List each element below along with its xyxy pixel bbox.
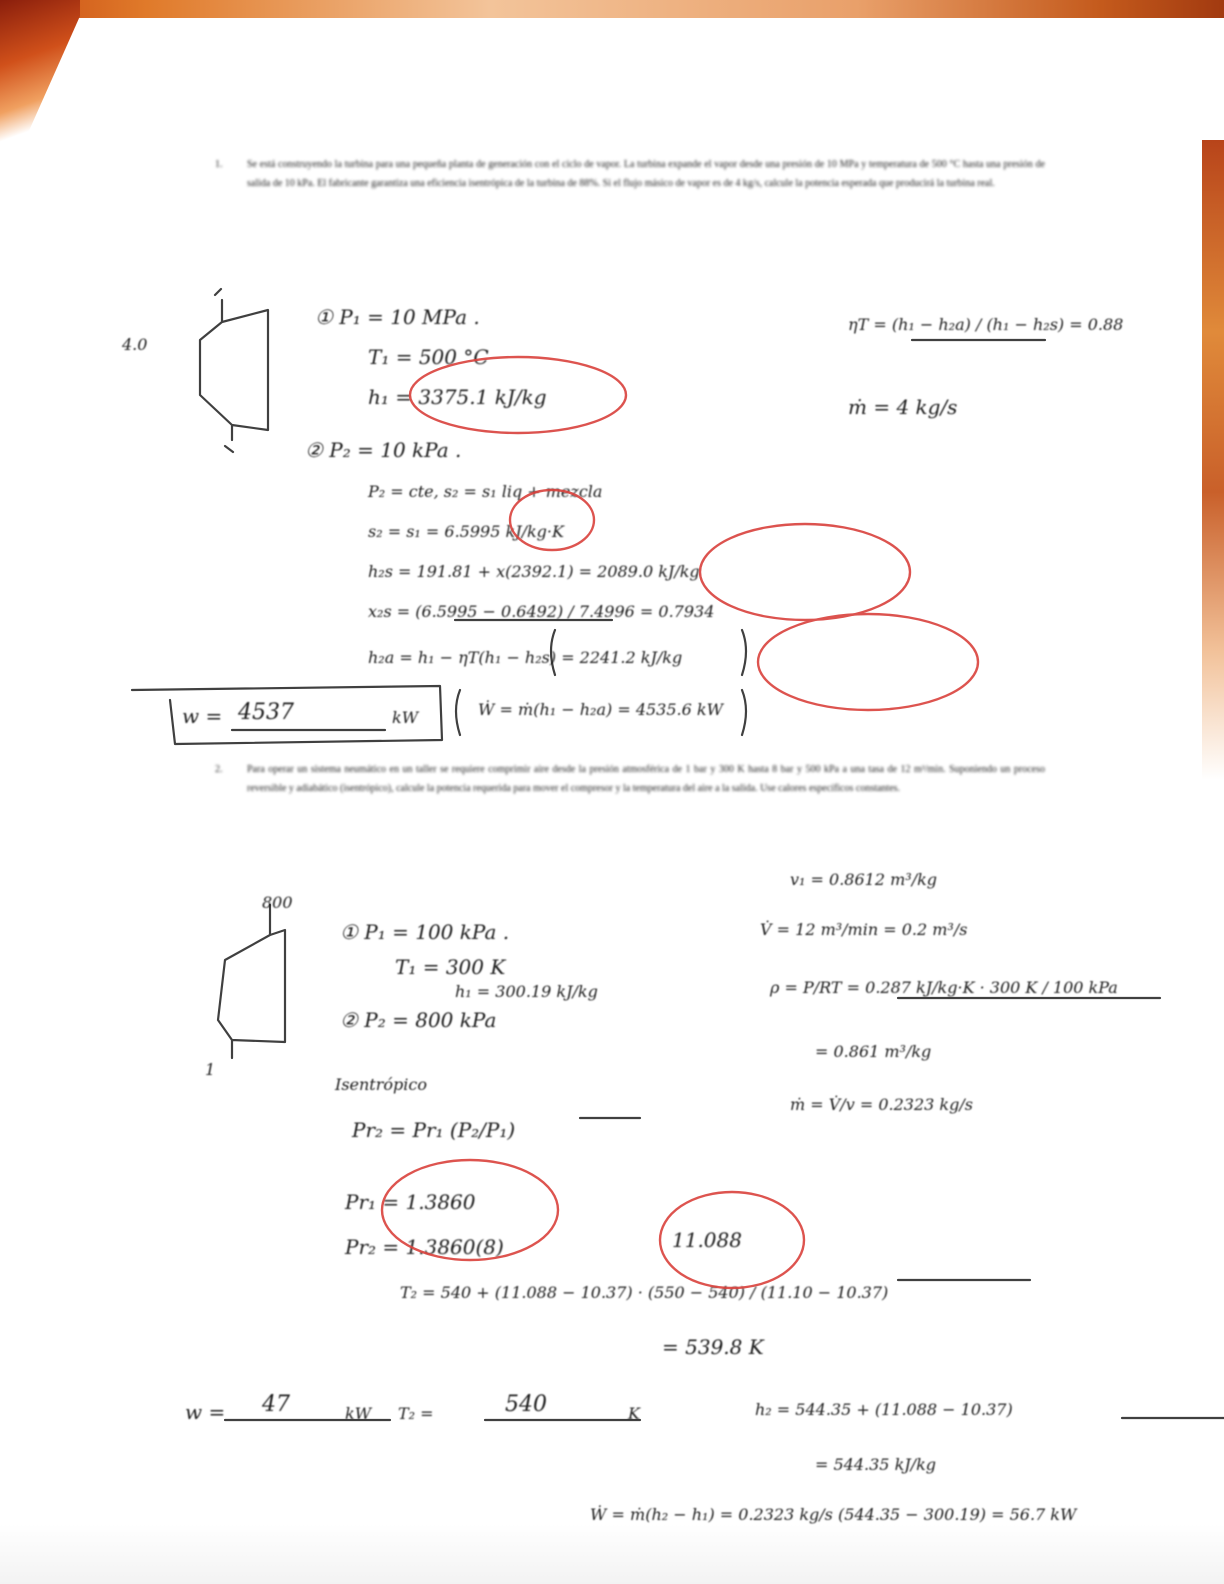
- work2-v1: v₁ = 0.8612 m³/kg: [790, 870, 938, 889]
- work2-h2-result: = 544.35 kJ/kg: [815, 1455, 936, 1474]
- circle-pr2-value: [660, 1192, 804, 1288]
- work2-answer-w-label: w =: [185, 1400, 226, 1424]
- work2-state1: ① P₁ = 100 kPa .: [340, 920, 510, 944]
- work1-h1: h₁ = 3375.1 kJ/kg: [368, 385, 547, 409]
- work2-pr2: Pr₂ = 1.3860(8): [345, 1235, 504, 1259]
- work1-x2s: x₂s = (6.5995 − 0.6492) / 7.4996 = 0.7934: [368, 602, 715, 621]
- circle-s2: [510, 490, 594, 550]
- work2-answer-t-value: 540: [505, 1392, 547, 1417]
- problem-2-number: 2.: [215, 764, 223, 775]
- work1-h2s: h₂s = 191.81 + x(2392.1) = 2089.0 kJ/kg: [368, 562, 700, 581]
- work2-rho-value: = 0.861 m³/kg: [815, 1042, 932, 1061]
- work1-power: Ẇ = ṁ(h₁ − h₂a) = 4535.6 kW: [478, 700, 724, 719]
- problem-2-text: Para operar un sistema neumático en un taller se requiere comprimir aire desde la presión atmosférica de 1 bar y 300 K hasta 8 bar y 500 kPa a una tasa de 12 m³/min. Suponiendo un proceso reversible y adiabático (isentrópico), calcule la potencia requerida para mover el compresor y la temperatura del aire a la salida. Use calores específicos constantes.: [247, 764, 1045, 794]
- work2-label-top: 800: [262, 893, 293, 912]
- circle-h2s: [700, 524, 910, 620]
- work1-state2: ② P₂ = 10 kPa .: [305, 438, 462, 462]
- work2-work: Ẇ = ṁ(h₂ − h₁) = 0.2323 kg/s (544.35 − 300.19) = 56.7 kW: [590, 1505, 1077, 1524]
- work2-pr-formula: Pr₂ = Pr₁ (P₂/P₁): [352, 1118, 516, 1142]
- work1-t1: T₁ = 500 °C: [368, 345, 489, 369]
- work2-answer-t-unit: K: [628, 1404, 640, 1423]
- work2-state2: ② P₂ = 800 kPa: [340, 1008, 497, 1032]
- work2-label-bottom: 1: [205, 1060, 216, 1079]
- work1-answer-unit: kW: [392, 708, 419, 727]
- circle-h1: [410, 357, 626, 433]
- problem-1-number: 1.: [215, 159, 223, 170]
- work1-h2a: h₂a = h₁ − ηT(h₁ − h₂s) = 2241.2 kJ/kg: [368, 648, 683, 667]
- work1-answer-label: w =: [182, 704, 223, 728]
- circle-pr1: [382, 1160, 558, 1260]
- work1-answer-value: 4537: [238, 700, 294, 725]
- work2-t1: T₁ = 300 K: [395, 955, 506, 979]
- work2-answer-t-label: T₂ =: [398, 1404, 434, 1423]
- work1-state1: ① P₁ = 10 MPa .: [315, 305, 480, 329]
- work2-pr1: Pr₁ = 1.3860: [345, 1190, 476, 1214]
- work2-h2-interp: h₂ = 544.35 + (11.088 − 10.37): [755, 1400, 1013, 1419]
- work1-label-left: 4.0: [122, 335, 148, 354]
- work2-rho: ρ = P/RT = 0.287 kJ/kg·K · 300 K / 100 kPa: [770, 978, 1118, 997]
- circle-h2a: [758, 614, 978, 710]
- turbine-diagram: [200, 300, 268, 440]
- work2-pr2-value: 11.088: [672, 1228, 742, 1252]
- work2-answer-w-value: 47: [262, 1392, 290, 1417]
- compressor-diagram: [218, 905, 285, 1058]
- work2-h1: h₁ = 300.19 kJ/kg: [455, 982, 598, 1001]
- work2-answer-w-unit: kW: [345, 1404, 372, 1423]
- answer-box-1: [132, 686, 442, 744]
- work1-eta-formula: ηT = (h₁ − h₂a) / (h₁ − h₂s) = 0.88: [848, 315, 1124, 334]
- work1-s2: s₂ = s₁ = 6.5995 kJ/kg·K: [368, 522, 564, 541]
- problem-1-text: Se está construyendo la turbina para una pequeña planta de generación con el ciclo de vapor. La turbina expande el vapor desde una presión de 10 MPa y temperatura de 500 °C hasta una presión de salida de 10 kPa. El fabricante garantiza una eficiencia isentrópica de la turbina de 88%. Si el flujo másico de vapor es de 4 kg/s, calcule la potencia esperada que producirá la turbina real.: [247, 159, 1045, 189]
- work2-t-interp: T₂ = 540 + (11.088 − 10.37) · (550 − 540) / (11.10 − 10.37): [400, 1283, 889, 1302]
- work1-s-line: P₂ = cte, s₂ = s₁ liq + mezcla: [368, 482, 603, 501]
- work2-vdot: V̇ = 12 m³/min = 0.2 m³/s: [760, 920, 968, 939]
- work2-t-result: = 539.8 K: [662, 1335, 764, 1359]
- work1-mdot: ṁ = 4 kg/s: [848, 395, 958, 419]
- work2-mdot: ṁ = V̇/v = 0.2323 kg/s: [790, 1095, 973, 1114]
- work2-isentropic: Isentrópico: [335, 1075, 427, 1094]
